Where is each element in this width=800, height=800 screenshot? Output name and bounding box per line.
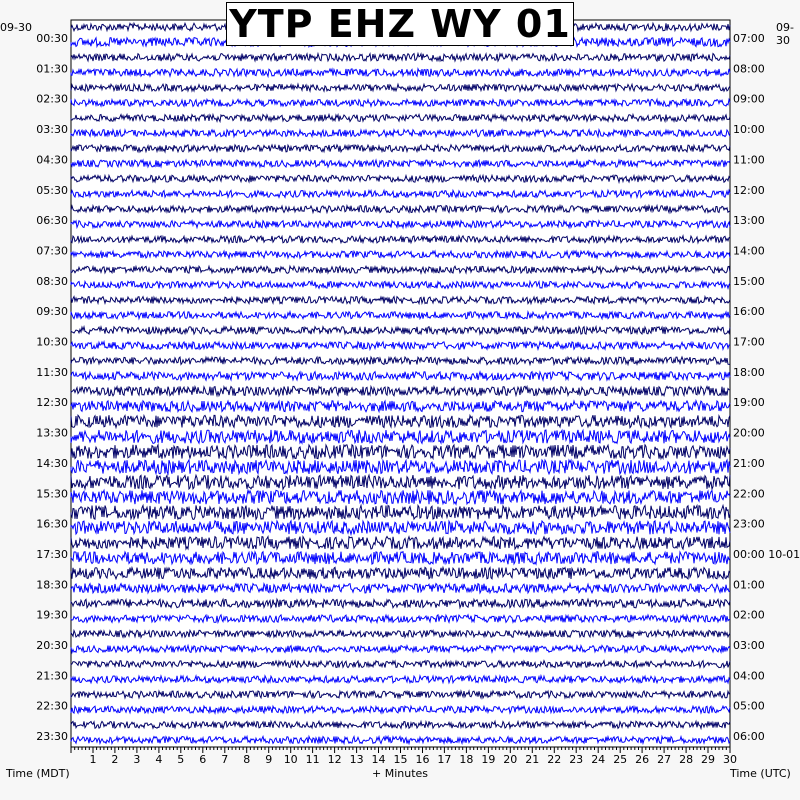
x-tick-label: 22 [547,753,562,766]
left-time-label: 20:30 [36,639,68,652]
left-time-labels [36,32,68,743]
left-time-label: 17:30 [36,548,68,561]
x-tick-label: 4 [155,753,163,766]
right-time-label: 16:00 [733,305,765,319]
right-time-label: 09:00 [733,92,765,106]
left-time-label: 07:30 [36,244,68,258]
x-tick-label: 16 [415,753,430,766]
left-time-label: 10:30 [36,335,68,349]
x-axis [71,747,737,766]
right-time-label: 19:00 [733,396,765,410]
right-time-label: 10:00 [733,123,765,137]
right-time-label: 08:00 [733,62,765,76]
right-time-labels [733,32,800,743]
left-time-label: 09:30 [36,305,68,319]
plot-area [71,20,730,747]
left-time-label: 05:30 [36,183,68,197]
right-axis-label: Time (UTC) [730,767,791,780]
left-time-label: 13:30 [36,426,68,440]
left-time-label: 04:30 [36,153,68,167]
right-time-label: 12:00 [733,183,765,197]
left-time-label: 15:30 [36,487,68,501]
x-tick-label: 1 [89,753,97,766]
chart-title: YTP EHZ WY 01 [229,2,571,46]
date-left: 09-30 [0,21,32,34]
right-time-label: 02:00 [733,608,765,622]
left-time-label: 12:30 [36,396,68,410]
x-tick-label: 27 [657,753,672,766]
x-tick-label: 12 [327,753,342,766]
left-time-label: 23:30 [36,730,68,744]
x-tick-label: 14 [371,753,386,766]
right-time-label: 22:00 [733,487,765,501]
right-time-label: 18:00 [733,365,765,379]
x-tick-label: 7 [221,753,229,766]
x-tick-label: 18 [459,753,474,766]
x-tick-label: 26 [635,753,650,766]
x-tick-label: 17 [437,753,452,766]
left-time-label: 21:30 [36,669,68,683]
x-tick-label: 15 [393,753,408,766]
left-time-label: 22:30 [36,699,68,713]
x-tick-label: 13 [349,753,364,766]
x-tick-label: 25 [613,753,628,766]
right-time-label: 17:00 [733,335,765,349]
right-time-label: 04:00 [733,669,765,683]
x-tick-label: 3 [133,753,141,766]
right-time-label: 15:00 [733,274,765,288]
right-time-label: 05:00 [733,699,765,713]
left-time-label: 19:30 [36,608,68,622]
date-right: 09-30 [776,21,794,47]
right-time-label: 13:00 [733,214,765,228]
left-time-label: 18:30 [36,578,68,592]
left-time-label: 06:30 [36,214,68,228]
left-time-label: 01:30 [36,62,68,76]
right-time-label: 06:00 [733,730,765,744]
right-time-label: 14:00 [733,244,765,258]
x-tick-label: 21 [525,753,540,766]
x-tick-label: 28 [679,753,694,766]
left-time-label: 02:30 [36,92,68,106]
x-tick-label: 30 [723,753,737,766]
x-tick-label: 19 [481,753,496,766]
left-axis-label: Time (MDT) [6,767,70,780]
x-tick-label: 11 [305,753,320,766]
right-time-label: 00:00 10-01 [733,548,800,561]
left-time-label: 00:30 [36,32,68,45]
x-axis-label: + Minutes [371,767,429,780]
chart-title-box [226,2,574,46]
x-tick-label: 10 [283,753,298,766]
x-tick-label: 9 [265,753,273,766]
x-tick-label: 5 [177,753,185,766]
x-tick-label: 29 [701,753,715,766]
x-tick-label: 23 [569,753,584,766]
x-tick-label: 20 [503,753,518,766]
left-time-label: 08:30 [36,274,68,288]
x-tick-label: 2 [111,753,119,766]
left-time-label: 11:30 [36,365,68,379]
left-time-label: 03:30 [36,123,68,137]
right-time-label: 07:00 [733,32,765,45]
right-time-label: 01:00 [733,578,765,592]
x-tick-label: 6 [199,753,207,766]
right-time-label: 03:00 [733,639,765,652]
right-time-label: 21:00 [733,456,765,470]
right-time-label: 20:00 [733,426,765,440]
right-time-label: 23:00 [733,517,765,531]
x-tick-label: 24 [591,753,606,766]
right-time-label: 11:00 [733,153,765,167]
x-tick-label: 8 [243,753,251,766]
left-time-label: 16:30 [36,517,68,531]
left-time-label: 14:30 [36,456,68,470]
